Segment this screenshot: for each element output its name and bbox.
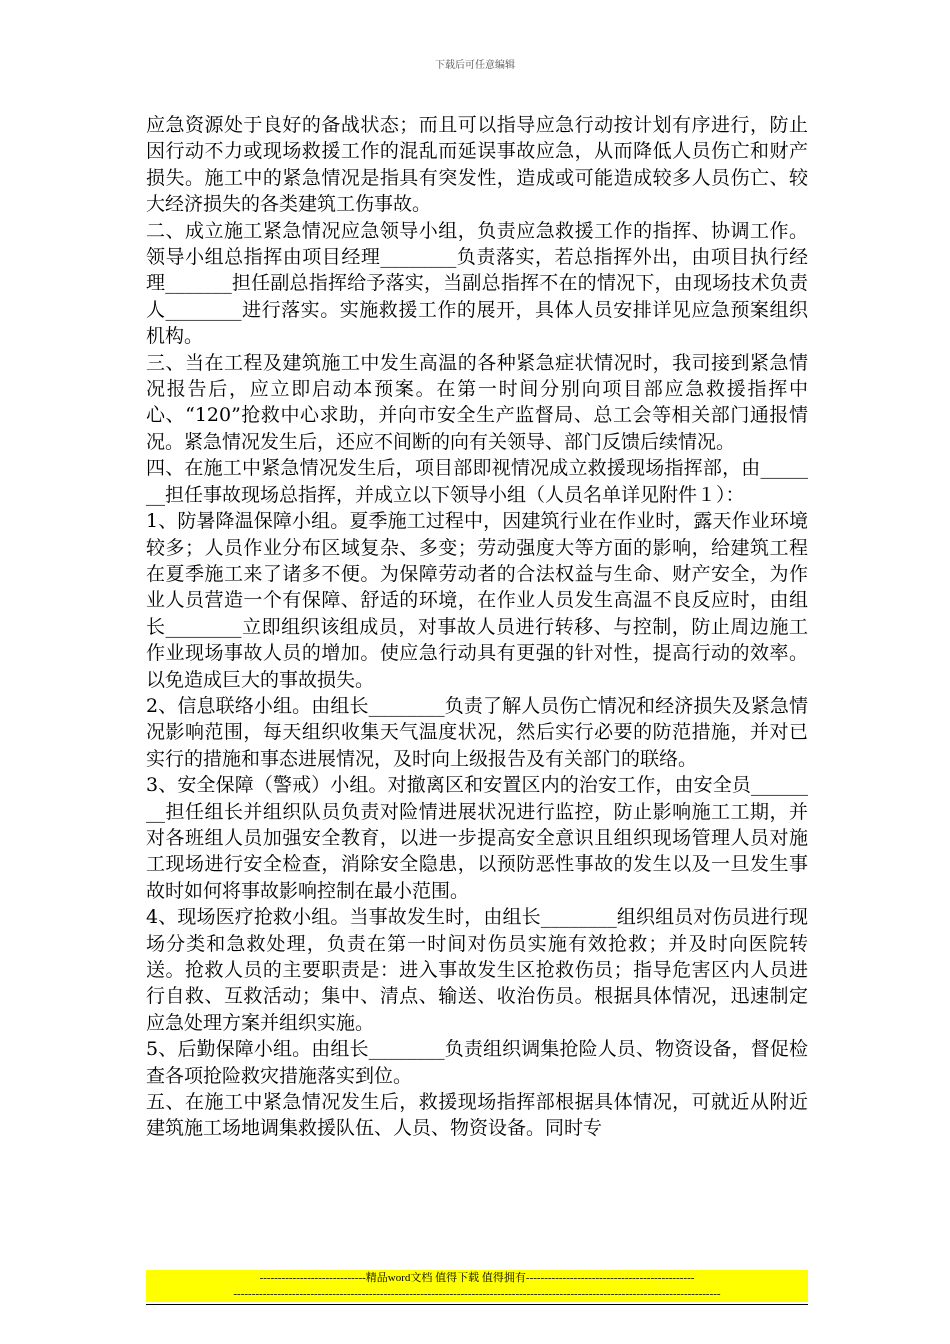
page-footer bbox=[146, 1270, 808, 1302]
document-body bbox=[146, 112, 808, 1142]
paragraph-item-5: 5、后勤保障小组。由组长________负责组织调集抢险人员、物资设备，督促检查各项抢险救灾措施落实到位。 bbox=[146, 1038, 808, 1087]
paragraph-section-5: 五、在施工中紧急情况发生后，救援现场指挥部根据具体情况，可就近从附近建筑施工场地调集救援队伍、人员、物资设备。同时专 bbox=[146, 1091, 808, 1140]
paragraph-intro: 应急资源处于良好的备战状态；而且可以指导应急行动按计划有序进行，防止因行动不力或现场救援工作的混乱而延误事故应急，从而降低人员伤亡和财产损失。施工中的紧急情况是指具有突发性，造成或可能造成较多人员伤亡、较大经济损失的各类建筑工伤事故。 bbox=[146, 114, 808, 216]
paragraph-item-4: 4、现场医疗抢救小组。当事故发生时，由组长________组织组员对伤员进行现场分类和急救处理，负责在第一时间对伤员实施有效抢救；并及时向医院转送。抢救人员的主要职责是：进入事故发生区抢救伤员；指导危害区内人员进行自救、互救活动；集中、清点、输送、收治伤员。根据具体情况，迅速制定应急处理方案并组织实施。 bbox=[146, 906, 808, 1034]
footer-divider bbox=[146, 1304, 808, 1305]
paragraph-section-3: 三、当在工程及建筑施工中发生高温的各种紧急症状情况时，我司接到紧急情况报告后，应立即启动本预案。在第一时间分别向项目部应急救援指挥中心、“120”抢救中心求助，并向市安全生产监督局、总工会等相关部门通报情况。紧急情况发生后，还应不间断的向有关领导、部门反馈后续情况。 bbox=[146, 351, 808, 453]
footer-dash-line: ------------------------------------------------------------------------------------------------------------------------------------- bbox=[146, 1286, 808, 1302]
page-header: 下载后可任意编辑 bbox=[435, 60, 515, 71]
paragraph-section-2: 二、成立施工紧急情况应急领导小组，负责应急救援工作的指挥、协调工作。领导小组总指挥由项目经理________负责落实，若总指挥外出，由项目执行经理_______担任副总指挥给予落实，当副总指挥不在的情况下，由现场技术负责人________进行落实。实施救援工作的展开，具体人员安排详见应急预案组织机构。 bbox=[146, 219, 808, 348]
paragraph-item-2: 2、信息联络小组。由组长________负责了解人员伤亡情况和经济损失及紧急情况影响范围，每天组织收集天气温度状况，然后实行必要的防范措施，并对已实行的措施和事态进展情况，及时向上级报告及有关部门的联络。 bbox=[146, 694, 808, 770]
paragraph-item-1: 1、防暑降温保障小组。夏季施工过程中，因建筑行业在作业时，露天作业环境较多；人员作业分布区域复杂、多变；劳动强度大等方面的影响，给建筑工程在夏季施工来了诸多不便。为保障劳动者的合法权益与生命、财产安全，为作业人员营造一个有保障、舒适的环境，在作业人员发生高温不良反应时，由组长________立即组织该组成员，对事故人员进行转移、与控制，防止周边施工作业现场事故人员的增加。使应急行动具有更强的针对性，提高行动的效率。以免造成巨大的事故损失。 bbox=[146, 510, 808, 691]
paragraph-item-3: 3、安全保障（警戒）小组。对撤离区和安置区内的治安工作，由安全员________担任组长并组织队员负责对险情进展状况进行监控，防止影响施工工期，并对各班组人员加强安全教育，以进一步提高安全意识且组织现场管理人员对施工现场进行安全检查，消除安全隐患，以预防恶性事故的发生以及一旦发生事故时如何将事故影响控制在最小范围。 bbox=[146, 774, 808, 902]
paragraph-section-4: 四、在施工中紧急情况发生后，项目部即视情况成立救援现场指挥部，由_______担任事故现场总指挥，并成立以下领导小组（人员名单详见附件１）： bbox=[146, 457, 808, 506]
footer-banner-line: -----------------------------精品word文档 值得下载 值得拥有---------------------------------------------- bbox=[146, 1270, 808, 1286]
